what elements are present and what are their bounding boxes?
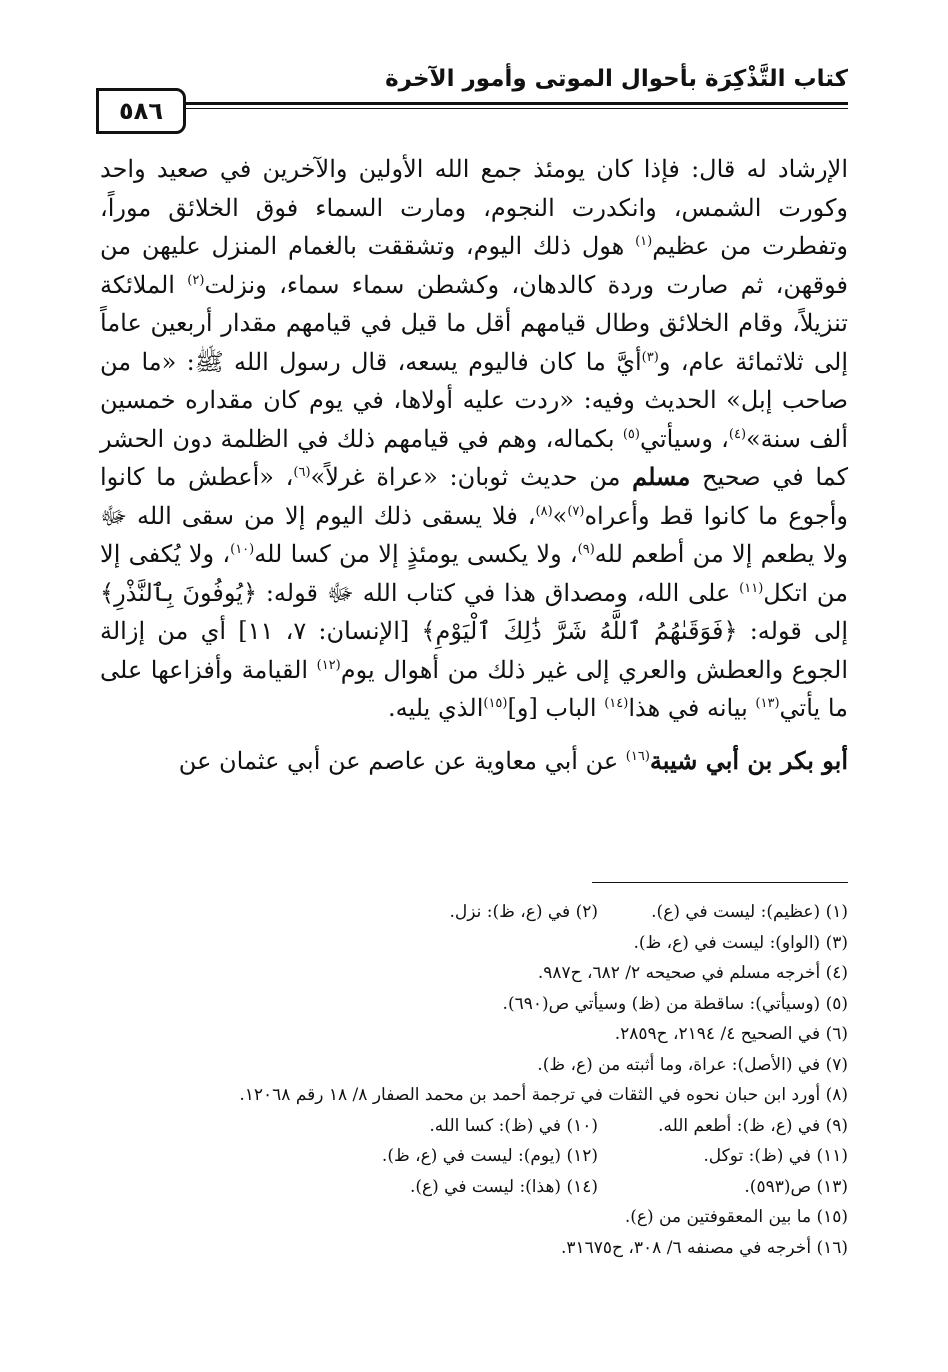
footnote-marker: (٣) bbox=[641, 349, 659, 365]
text-run: الإرشاد له قال: فإذا كان يومئذ جمع الله الأولين والآخرين في صعيد واحد وكورت الشمس، وانكدرت النجوم، ومارت السماء فوق الخلائق موراً، وتفطرت من عظيم bbox=[100, 155, 848, 260]
footnote-row bbox=[100, 1050, 848, 1081]
bold-name: أبو بكر بن أبي شيبة bbox=[649, 745, 848, 775]
footnote-marker: (٥) bbox=[622, 426, 640, 442]
footnote-marker: (٨) bbox=[535, 503, 553, 519]
footnote-marker: (١٥) bbox=[483, 696, 508, 711]
footnote-row bbox=[100, 1233, 848, 1264]
text-run: على الله، ومصداق هذا في كتاب الله ﷻ قوله: ﴿يُوفُونَ بِٱلنَّذْرِ﴾ إلى قوله: ﴿فَوَقَىٰهُمُ ٱللَّهُ شَرَّ ذَٰلِكَ ٱلْيَوْمِ﴾ [الإنسان: ٧، ١١] أي من إزالة الجوع والعطش والعري إلى غير ذلك من أهوال يوم bbox=[100, 578, 849, 684]
main-text bbox=[100, 150, 848, 780]
footnote-row bbox=[100, 958, 848, 989]
footnote-row bbox=[100, 928, 848, 959]
page-header bbox=[96, 58, 848, 128]
text-run: الذي يليه. bbox=[388, 694, 484, 722]
text-run: عن أبي معاوية عن عاصم عن أبي عثمان عن bbox=[178, 746, 626, 775]
header-rule-thin bbox=[96, 108, 848, 109]
footnote-marker: (٩) bbox=[577, 542, 595, 557]
text-run: بيانه في هذا bbox=[628, 694, 756, 722]
footnote-marker: (١٠) bbox=[230, 542, 255, 557]
text-run: الباب [و] bbox=[507, 694, 605, 722]
footnote: (٩) في (ع، ظ): أطعم الله. bbox=[658, 1115, 848, 1136]
footnote: (٨) أورد ابن حبان نحوه في الثقات في ترجمة أحمد بن محمد الصفار ٨/ ١٨ رقم ١٢٠٦٨. bbox=[239, 1085, 848, 1105]
text-run: ، وسيأتي bbox=[639, 424, 729, 453]
footnote-marker: (٢) bbox=[187, 272, 205, 288]
text-run: ، ولا يُكفى إلا من اتكل bbox=[100, 540, 849, 607]
text-run: ، ولا يكسى يومئذٍ إلا من كسا لله bbox=[254, 540, 578, 568]
text-run: القيامة وأفزاعها على ما يأتي bbox=[100, 655, 848, 722]
footnote: (١٦) أخرجه في مصنفه ٦/ ٣٠٨، ح٣١٦٧٥. bbox=[560, 1237, 848, 1258]
footnote-marker: (١٤) bbox=[604, 696, 629, 711]
footnote-row bbox=[100, 1141, 848, 1172]
footnote-marker: (٧) bbox=[567, 503, 585, 519]
bold-name: مسلم bbox=[632, 462, 691, 491]
footnote-marker: (١٦) bbox=[625, 748, 650, 764]
footnote-marker: (١) bbox=[635, 234, 653, 249]
footnote: (١٢) (يوم): ليست في (ع، ظ). bbox=[381, 1146, 598, 1166]
footnote-row bbox=[100, 1111, 848, 1142]
footnote-marker: (١٣) bbox=[755, 696, 780, 711]
footnote: (٦) في الصحيح ٤/ ٢١٩٤، ح٢٨٥٩. bbox=[614, 1024, 848, 1044]
footnote-row bbox=[100, 1019, 848, 1050]
page-number: ٥٨٦ bbox=[96, 88, 186, 134]
footnote: (٢) في (ع، ظ): نزل. bbox=[449, 902, 598, 922]
footnote: (١١) في (ظ): توكل. bbox=[703, 1146, 848, 1166]
text-run: بكماله، وهم في قيامهم ذلك في الظلمة دون الحشر كما في صحيح bbox=[100, 424, 848, 491]
paragraph-1 bbox=[100, 150, 848, 728]
footnote: (١٠) في (ظ): كسا الله. bbox=[429, 1115, 598, 1136]
footnote-row bbox=[100, 1172, 848, 1203]
header-rule-thick bbox=[96, 102, 848, 105]
footnote-row bbox=[100, 897, 848, 928]
text-run: من حديث ثوبان: «عراة غرلاً» bbox=[310, 463, 633, 491]
text-run: الملائكة تنزيلاً، وقام الخلائق وطال قيامهم أقل ما قيل في قيامهم مقدار أربعين عاماً إلى ثلاثمائة عام، و bbox=[100, 270, 848, 376]
footnote: (٧) في (الأصل): عراة، وما أثبته من (ع، ظ). bbox=[537, 1054, 848, 1075]
paragraph-2 bbox=[100, 742, 848, 781]
footnote: (١) (عظيم): ليست في (ع). bbox=[651, 902, 848, 922]
footnote-row bbox=[100, 1202, 848, 1233]
footnote-marker: (١٢) bbox=[316, 657, 341, 673]
text-run: » bbox=[552, 501, 568, 530]
footnotes bbox=[100, 897, 848, 1263]
footnote-marker: (١١) bbox=[739, 580, 764, 596]
text-run: ، «أعطش ما كانوا وأجوع ما كانوا قط وأعراه bbox=[100, 463, 849, 530]
footnote: (١٥) ما بين المعقوفتين من (ع). bbox=[624, 1207, 848, 1227]
footnote: (١٣) ص(٥٩٣). bbox=[744, 1176, 848, 1197]
footnote-marker: (٦) bbox=[293, 465, 311, 480]
footnote: (٥) (وسيأتي): ساقطة من (ظ) وسيأتي ص(٦٩٠). bbox=[502, 993, 848, 1014]
footnote-row bbox=[100, 1080, 848, 1111]
footnote-row bbox=[100, 989, 848, 1020]
footnote: (٤) أخرجه مسلم في صحيحه ٢/ ٦٨٢، ح٩٨٧. bbox=[537, 963, 848, 983]
text-run: هول ذلك اليوم، وتشققت بالغمام المنزل عليهن من فوقهن، ثم صارت وردة كالدهان، وكشطن سماء سماء، ونزلت bbox=[100, 232, 849, 299]
footnote-marker: (٤) bbox=[728, 426, 747, 442]
text-run: أيَّ ما كان فاليوم يسعه، قال رسول الله ﷺ: «ما من صاحب إبل» الحديث وفيه: «ردت عليه أولاها، في يوم كان مقداره خمسين ألف سنة» bbox=[100, 347, 849, 453]
text-run: ، فلا يسقى ذلك اليوم إلا من سقى الله ﷻ ولا يطعم إلا من أطعم لله bbox=[100, 501, 848, 568]
footnote-separator bbox=[592, 882, 848, 883]
footnote: (١٤) (هذا): ليست في (ع). bbox=[409, 1176, 598, 1197]
footnote: (٣) (الواو): ليست في (ع، ظ). bbox=[633, 932, 848, 953]
running-title: كتاب التَّذْكِرَة بأحوال الموتى وأمور الآخرة bbox=[385, 66, 848, 92]
